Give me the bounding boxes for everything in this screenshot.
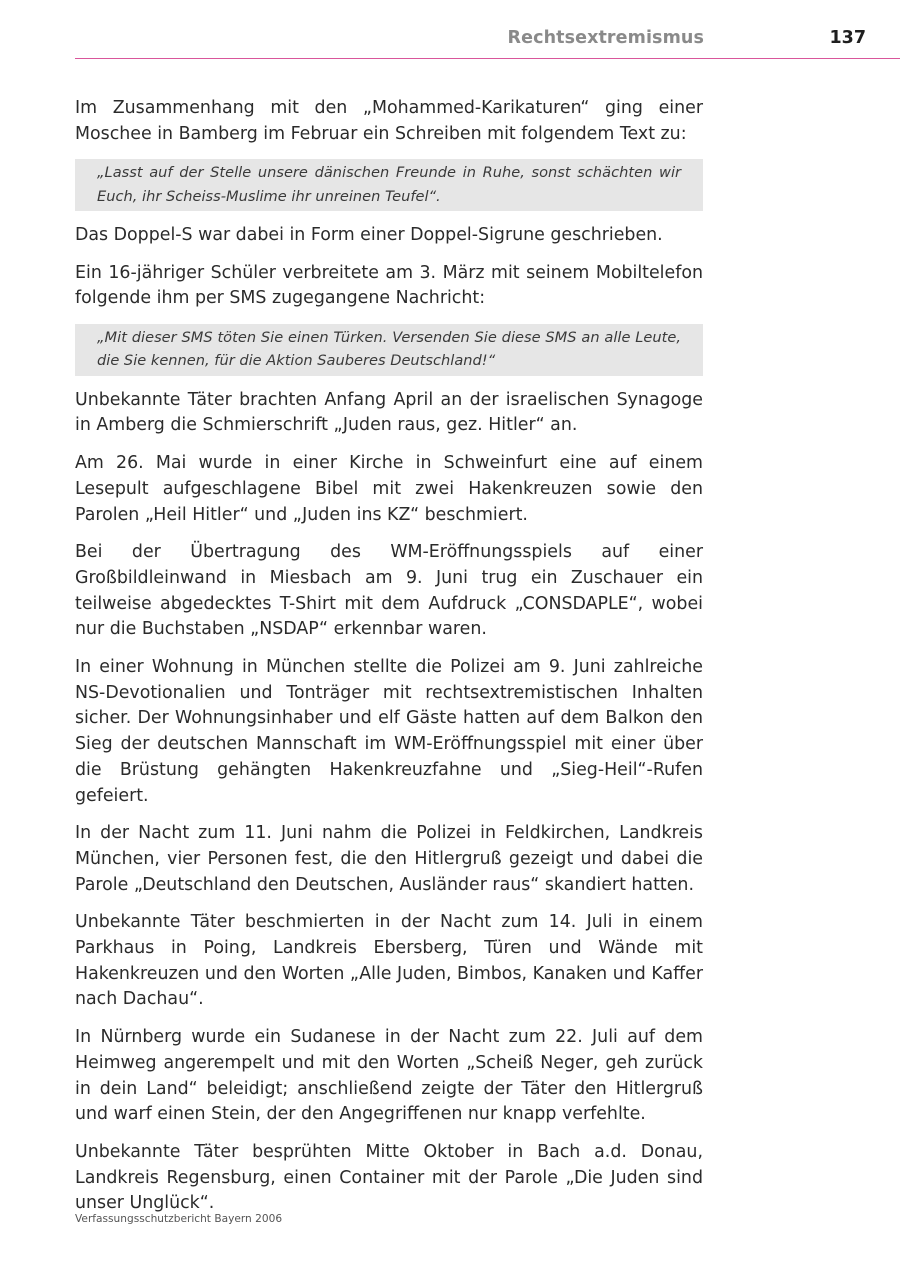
- paragraph: Unbekannte Täter besprühten Mitte Oktober in Bach a.d. Donau, Landkreis Regensburg, einen Container mit der Parole „Die Juden sind unser Unglück“.: [75, 1141, 703, 1214]
- page-footer: Verfassungsschutzbericht Bayern 2006: [75, 1213, 283, 1225]
- paragraph: Unbekannte Täter beschmierten in der Nacht zum 14. Juli in einem Parkhaus in Poing, Landkreis Ebersberg, Türen und Wände mit Hakenkreuzen und den Worten „Alle Juden, Bimbos, Kanaken und Kaffer nach Dachau“.: [75, 912, 703, 1010]
- main-content: [75, 96, 703, 1229]
- paragraph: Im Zusammenhang mit den „Mohammed-Karikaturen“ ging einer Moschee in Bamberg im Februar ein Schreiben mit folgendem Text zu:: [75, 98, 703, 144]
- paragraph: In der Nacht zum 11. Juni nahm die Polizei in Feldkirchen, Landkreis München, vier Personen fest, die den Hitlergruß gezeigt und dabei die Parole „Deutschland den Deutschen, Ausländer raus“ skandiert hatten.: [75, 823, 703, 895]
- paragraph: Bei der Übertragung des WM-Eröffnungsspiels auf einer Großbildleinwand in Miesbach am 9. Juni trug ein Zuschauer ein teilweise abgedecktes T-Shirt mit dem Aufdruck „CONSDAPLE“, wobei nur die Buchstaben „NSDAP“ erkennbar waren.: [75, 542, 703, 640]
- paragraph: In einer Wohnung in München stellte die Polizei am 9. Juni zahlreiche NS-Devotionalien und Tonträger mit rechtsextremistischen Inhalten sicher. Der Wohnungsinhaber und elf Gäste hatten auf dem Balkon den Sieg der deutschen Mannschaft im WM-Eröffnungsspiel mit einer über die Brüstung gehängten Hakenkreuzfahne und „Sieg-Heil“-Rufen gefeiert.: [75, 657, 703, 806]
- paragraph: Ein 16-jähriger Schüler verbreitete am 3. März mit seinem Mobiltelefon folgende ihm per SMS zugegangene Nachricht:: [75, 262, 703, 309]
- paragraph: Unbekannte Täter brachten Anfang April an der israelischen Synagoge in Amberg die Schmierschrift „Juden raus, gez. Hitler“ an.: [75, 389, 703, 436]
- page-header: [75, 26, 900, 59]
- paragraph: In Nürnberg wurde ein Sudanese in der Nacht zum 22. Juli auf dem Heimweg angerempelt und mit den Worten „Scheiß Neger, geh zurück in dein Land“ beleidigt; anschließend zeigte der Täter den Hitlergruß und warf einen Stein, der den Angegriffenen nur knapp verfehlte.: [75, 1027, 703, 1125]
- quote-box: „Mit dieser SMS töten Sie einen Türken. Versenden Sie diese SMS an alle Leute, die Sie kennen, für die Aktion Sauberes Deutschland!“: [75, 324, 703, 376]
- quote-box: „Lasst auf der Stelle unsere dänischen Freunde in Ruhe, sonst schächten wir Euch, ihr Scheiss-Muslime ihr unreinen Teufel“.: [75, 159, 703, 211]
- paragraph: Am 26. Mai wurde in einer Kirche in Schweinfurt eine auf einem Lesepult aufgeschlagene Bibel mit zwei Hakenkreuzen sowie den Parolen „Heil Hitler“ und „Juden ins KZ“ beschmiert.: [75, 453, 703, 525]
- page-number: 137: [829, 28, 866, 48]
- header-title: Rechtsextremismus: [507, 28, 704, 48]
- paragraph: Das Doppel-S war dabei in Form einer Doppel-Sigrune geschrieben.: [75, 225, 663, 245]
